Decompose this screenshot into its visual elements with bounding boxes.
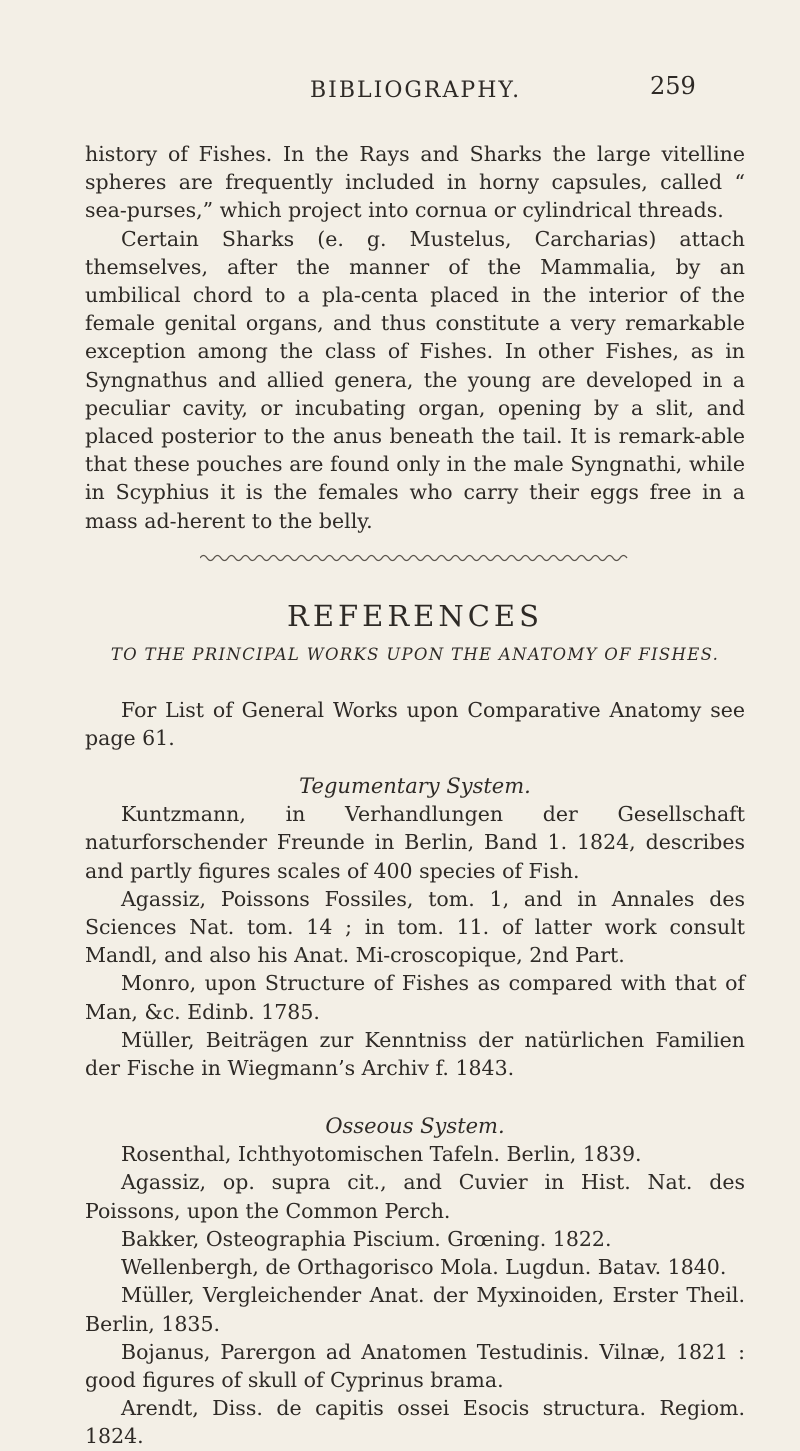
osseous-section [85, 1112, 745, 1450]
reference-item: Bakker, Osteographia Piscium. Grœning. 1822. [121, 1226, 612, 1251]
references-subtitle: TO THE PRINCIPAL WORKS UPON THE ANATOMY OF FISHES. [110, 644, 720, 664]
reference-item: Müller, Beiträgen zur Kenntniss der natürlichen Familien der Fische in Wiegmann’s Archiv f. 1843. [85, 1027, 745, 1081]
reference-item: Bojanus, Parergon ad Anatomen Testudinis. Vilnæ, 1821 : good figures of skull of Cyprinus brama. [85, 1339, 745, 1392]
running-head: BIBLIOGRAPHY. [310, 78, 522, 103]
reference-item: Müller, Vergleichender Anat. der Myxinoiden, Erster Theil. Berlin, 1835. [85, 1283, 745, 1336]
body-paragraph: history of Fishes. In the Rays and Sharks the large vitelline spheres are frequently included in horny capsules, called “ sea-purses,” which project into cornua or cylindrical threads. [85, 142, 745, 223]
reference-item: Arendt, Diss. de capitis ossei Esocis structura. Regiom. 1824. [85, 1396, 745, 1449]
page-header [0, 72, 800, 112]
reference-item: Monro, upon Structure of Fishes as compared with that of Man, &c. Edinb. 1785. [85, 971, 745, 1024]
reference-item: Rosenthal, Ichthyotomischen Tafeln. Berlin, 1839. [121, 1142, 642, 1167]
reference-item: Kuntzmann, in Verhandlungen der Gesellschaft naturforschender Freunde in Berlin, Band 1. 1824, describes and partly figures scales of 400 species of Fish. [85, 802, 745, 883]
section-heading: Tegumentary System. [299, 774, 531, 799]
reference-item: Wellenbergh, de Orthagorisco Mola. Lugdun. Batav. 1840. [121, 1255, 727, 1280]
page-body [85, 140, 745, 1451]
body-paragraph: Certain Sharks (e. g. Mustelus, Carcharias) attach themselves, after the manner of the Mammalia, by an umbilical chord to a pla-centa placed in the interior of the female genital organs, and thus constitute a very remarkable exception among the class of Fishes. In other Fishes, as in Syngnathus and allied genera, the young are developed in a peculiar cavity, or incubating organ, opening by a slit, and placed posterior to the anus beneath the tail. It is remark-able that these pouches are found only in the male Syngnathi, while in Scyphius it is the females who carry their eggs free in a mass ad-herent to the belly. [85, 226, 745, 533]
reference-item: Agassiz, op. supra cit., and Cuvier in Hist. Nat. des Poissons, upon the Common Perch. [85, 1170, 745, 1223]
general-works-note: For List of General Works upon Comparative Anatomy see page 61. [85, 697, 745, 751]
page-number: 259 [650, 72, 696, 100]
wavy-rule-icon [200, 553, 630, 563]
section-heading: Osseous System. [325, 1114, 505, 1139]
reference-item: Agassiz, Poissons Fossiles, tom. 1, and in Annales des Sciences Nat. tom. 14 ; in tom. 11. of latter work consult Mandl, and also his Anat. Mi-croscopique, 2nd Part. [85, 886, 745, 968]
ornamental-divider [85, 553, 745, 571]
references-title: REFERENCES [287, 598, 543, 633]
tegumentary-section [85, 772, 745, 1082]
